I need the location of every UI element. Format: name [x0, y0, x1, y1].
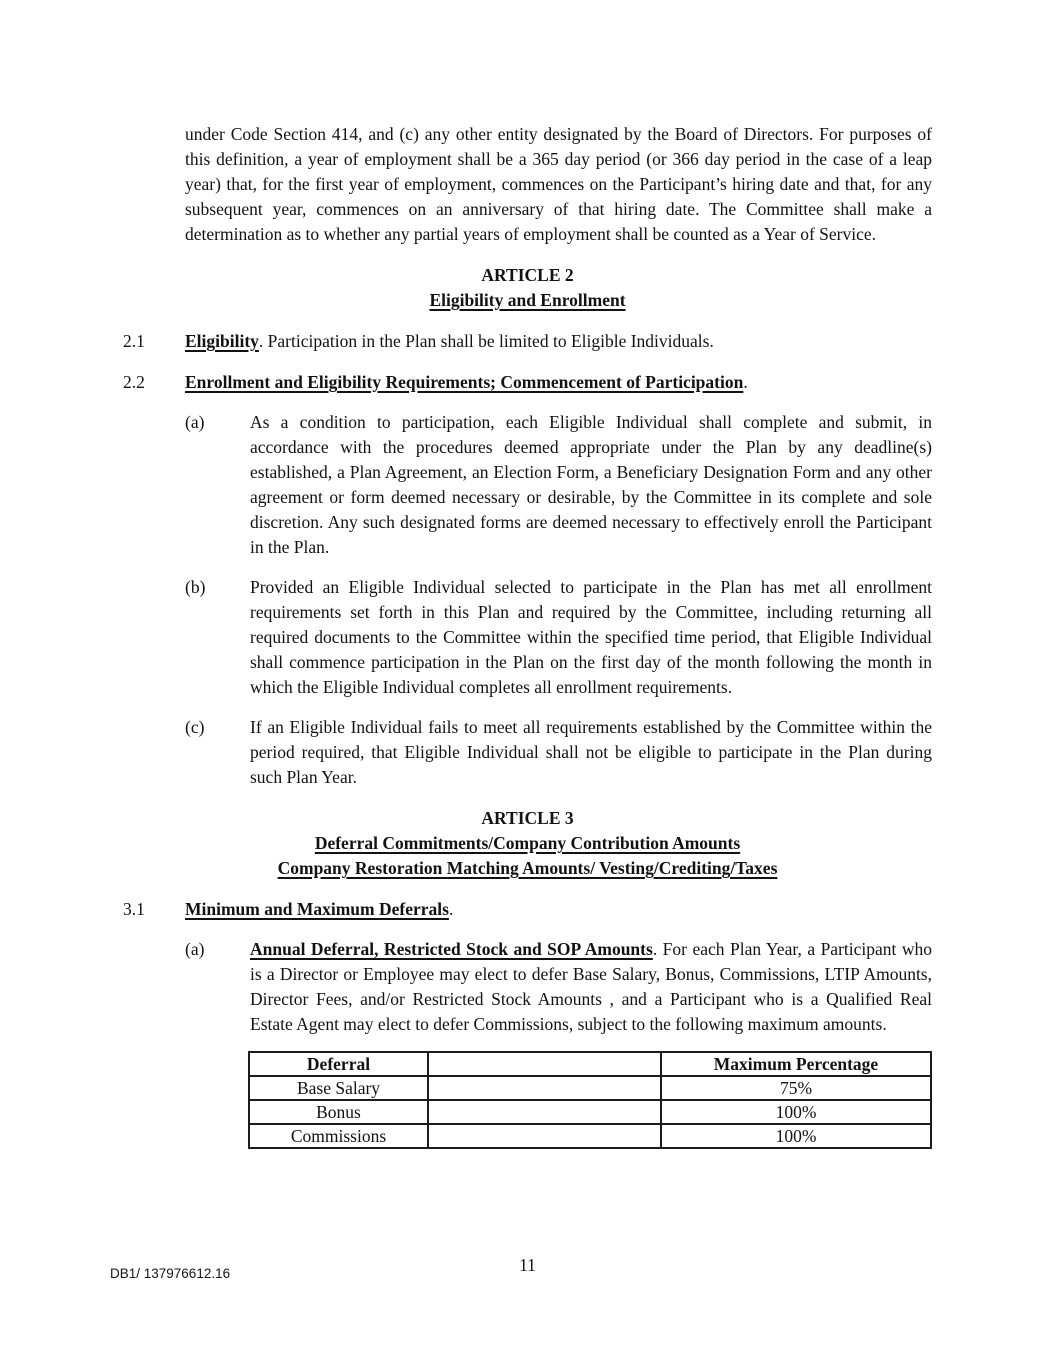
section-2-2	[123, 370, 932, 395]
section-number: 2.1	[123, 331, 145, 351]
article-2-title: ARTICLE 2	[481, 265, 574, 285]
article-3-subtitle-2: Company Restoration Matching Amounts/ Vesting/Crediting/Taxes	[277, 858, 778, 878]
article-3-title: ARTICLE 3	[481, 808, 574, 828]
section-text	[185, 897, 932, 922]
subitem-2-2-c	[185, 715, 932, 790]
section-heading: Minimum and Maximum Deferrals	[185, 899, 449, 919]
subitem-2-2-b	[185, 575, 932, 700]
subitem-3-1-a	[185, 937, 932, 1037]
section-body: .	[743, 372, 748, 392]
footer-page-number: 11	[519, 1255, 536, 1275]
subitem-label: (c)	[185, 717, 205, 737]
table-header-row	[249, 1052, 931, 1076]
footer-doc-id: DB1/ 137976612.16	[110, 1266, 231, 1281]
table-cell-percentage: 75%	[661, 1076, 931, 1100]
subitem-body: . For each Plan Year, a Participant who is a Director or Employee may elect to defer Base Salary, Bonus, Commissions, LTIP Amounts, Director Fees, and/or Restricted Stock Amounts , and a Participant who is a Qualified Real Estate Agent may elect to defer Commissions, subject to the following maximum amounts.	[250, 939, 932, 1034]
table-header-deferral: Deferral	[249, 1052, 428, 1076]
table-cell-percentage: 100%	[661, 1100, 931, 1124]
intro-paragraph: under Code Section 414, and (c) any other entity designated by the Board of Directors. For purposes of this definition, a year of employment shall be a 365 day period (or 366 day period in the case of a leap year) that, for the first year of employment, commences on the Participant’s hiring date and that, for any subsequent year, commences on an anniversary of that hiring date. The Committee shall make a determination as to whether any partial years of employment shall be counted as a Year of Service.	[185, 124, 932, 244]
section-text	[185, 329, 932, 354]
section-number: 3.1	[123, 899, 145, 919]
section-heading: Enrollment and Eligibility Requirements; Commencement of Participation	[185, 372, 744, 392]
section-heading: Eligibility	[185, 331, 259, 351]
subitem-text: Provided an Eligible Individual selected to participate in the Plan has met all enrollment requirements set forth in this Plan and required by the Committee, including returning all required documents to the Committee within the specified time period, that Eligible Individual shall commence participation in the Plan on the first day of the month following the month in which the Eligible Individual completes all enrollment requirements.	[250, 577, 932, 697]
subitem-label: (b)	[185, 577, 206, 597]
article-2-heading	[123, 263, 932, 313]
subitem-label: (a)	[185, 939, 205, 959]
subitem-heading: Annual Deferral, Restricted Stock and SOP Amounts	[250, 939, 653, 959]
table-cell-empty	[428, 1124, 661, 1148]
table-cell-deferral: Base Salary	[249, 1076, 428, 1100]
table-cell-deferral: Commissions	[249, 1124, 428, 1148]
section-body: . Participation in the Plan shall be limited to Eligible Individuals.	[258, 331, 714, 351]
article-2-subtitle: Eligibility and Enrollment	[429, 290, 626, 310]
table-cell-empty	[428, 1100, 661, 1124]
table-row	[249, 1124, 931, 1148]
subitem-2-2-a	[185, 410, 932, 560]
table-row	[249, 1100, 931, 1124]
article-3-heading	[123, 806, 932, 881]
subitem-text: If an Eligible Individual fails to meet all requirements established by the Committee within the period required, that Eligible Individual shall not be eligible to participate in the Plan during such Plan Year.	[250, 717, 932, 787]
table-cell-deferral: Bonus	[249, 1100, 428, 1124]
table-row	[249, 1076, 931, 1100]
subitem-text: As a condition to participation, each Eligible Individual shall complete and submit, in accordance with the procedures deemed appropriate under the Plan by any deadline(s) established, a Plan Agreement, an Election Form, a Beneficiary Designation Form and any other agreement or form deemed necessary or desirable, by the Committee in its complete and sole discretion. Any such designated forms are deemed necessary to effectively enroll the Participant in the Plan.	[250, 412, 932, 557]
section-3-1	[123, 897, 932, 922]
deferral-table	[248, 1051, 932, 1149]
section-number: 2.2	[123, 372, 145, 392]
table-header-max-percentage: Maximum Percentage	[661, 1052, 931, 1076]
subitem-text	[250, 937, 932, 1037]
article-3-subtitle-1: Deferral Commitments/Company Contribution Amounts	[314, 833, 741, 853]
section-2-1	[123, 329, 932, 354]
section-text	[185, 370, 932, 395]
table-cell-empty	[428, 1076, 661, 1100]
subitem-label: (a)	[185, 412, 205, 432]
table-cell-percentage: 100%	[661, 1124, 931, 1148]
document-content	[123, 122, 932, 1149]
section-body: .	[448, 899, 454, 919]
table-header-empty	[428, 1052, 661, 1076]
